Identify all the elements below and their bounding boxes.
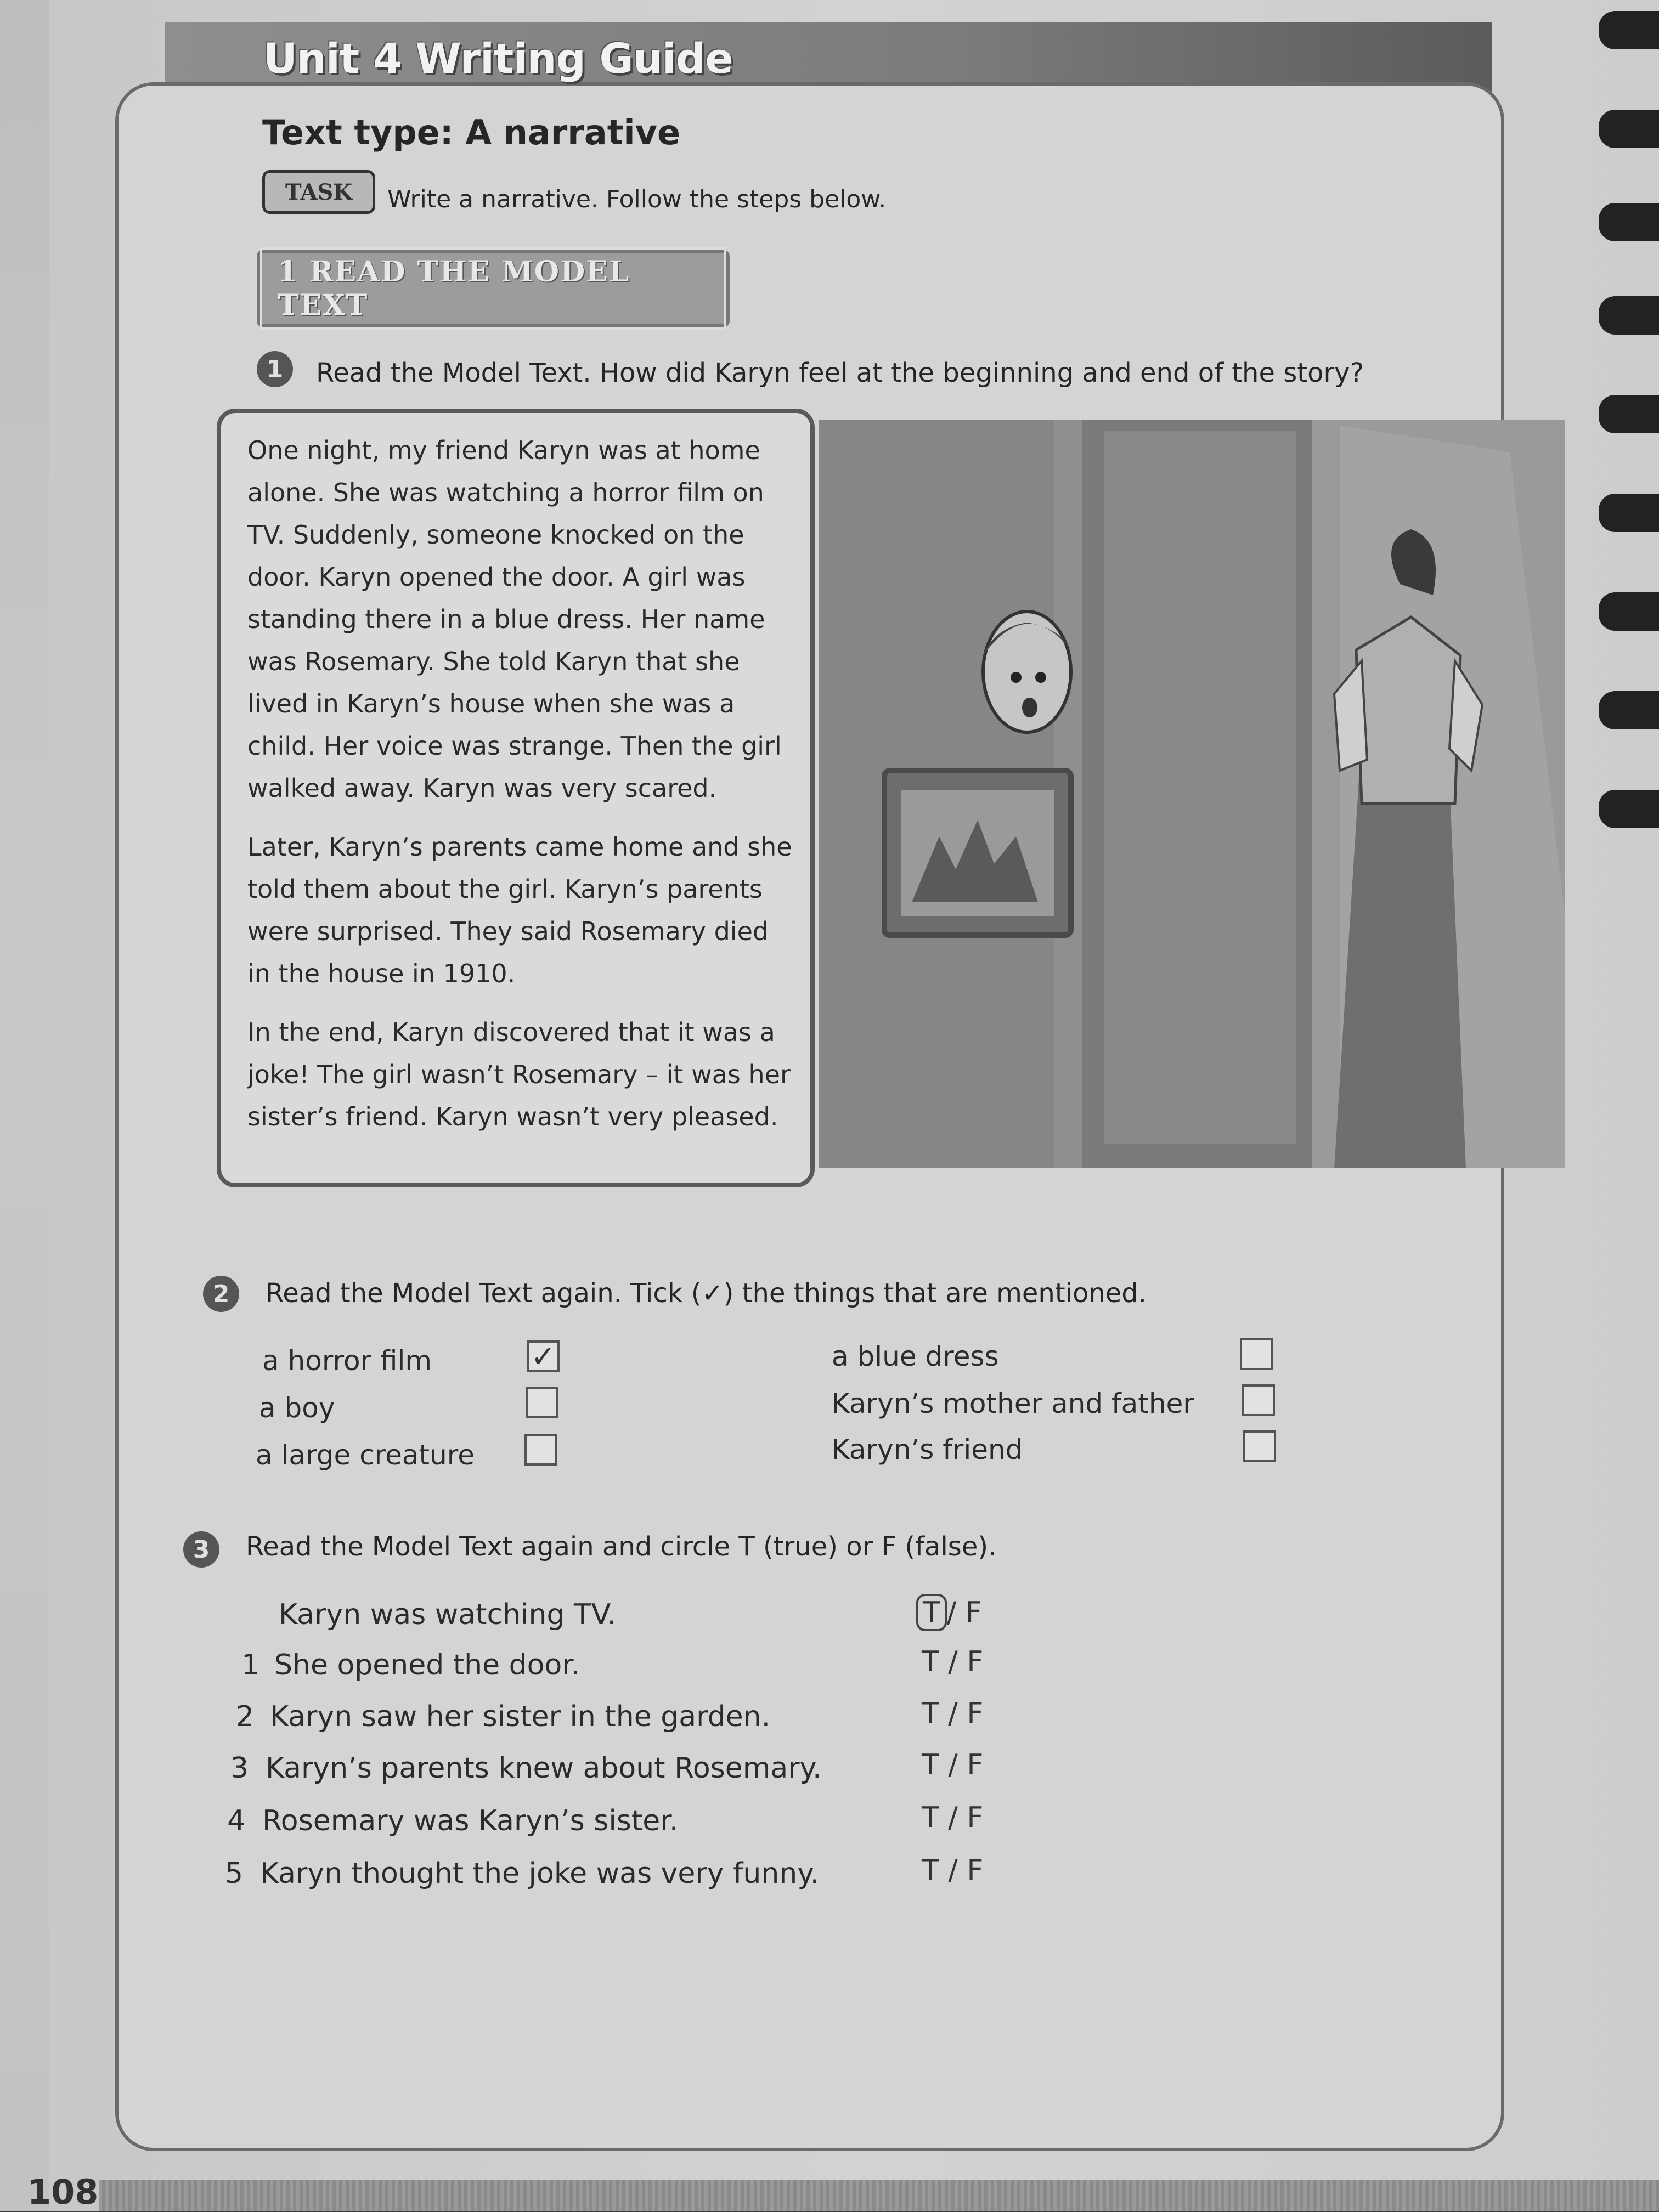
tick-item-label: Karyn’s mother and father — [832, 1388, 1194, 1419]
footer-bar — [99, 2180, 1659, 2211]
section-label-text: 1 READ THE MODEL TEXT — [260, 247, 726, 330]
story-paragraph: One night, my friend Karyn was at home alone. She was watching a horror film on TV. Suddenly, someone knocked on the door. Karyn opened the door. A girl was standing there in a blue dress. Her name was Rosemary. She told Karyn that she lived in Karyn’s house when she was a child. Her voice was strange. Then the girl walked away. Karyn was very scared. — [247, 435, 782, 803]
exercise-2-instruction: Read the Model Text again. Tick (✓) the things that are mentioned. — [266, 1278, 1147, 1309]
text-type-heading: Text type: A narrative — [262, 112, 681, 152]
exercise-3-instruction: Read the Model Text again and circle T (true) or F (false). — [246, 1531, 997, 1562]
tf-answer-choice[interactable]: T / F — [922, 1697, 984, 1730]
unit-title: Unit 4 Writing Guide — [263, 34, 733, 83]
tick-checkbox[interactable] — [1242, 1384, 1275, 1416]
tf-item-text: Karyn saw her sister in the garden. — [270, 1700, 771, 1733]
tf-item-text: Rosemary was Karyn’s sister. — [262, 1804, 679, 1837]
tf-item-text: She opened the door. — [274, 1649, 580, 1682]
tick-checkbox[interactable] — [1240, 1338, 1273, 1370]
tick-item-label: Karyn’s friend — [832, 1434, 1023, 1466]
tf-example-answer — [916, 1594, 982, 1631]
tick-checkbox[interactable]: ✓ — [527, 1340, 560, 1372]
task-badge: TASK — [262, 170, 375, 214]
spiral-binding — [1588, 0, 1659, 987]
tf-item-number: 4 — [227, 1804, 246, 1837]
story-paragraph: In the end, Karyn discovered that it was a joke! The girl wasn’t Rosemary – it was her sister’s friend. Karyn wasn’t very pleased. — [247, 1017, 791, 1132]
tf-answer-choice[interactable]: T / F — [922, 1801, 984, 1834]
tf-example-text: Karyn was watching TV. — [279, 1598, 617, 1631]
tf-answer-choice[interactable]: T / F — [922, 1854, 984, 1887]
tf-item-text: Karyn thought the joke was very funny. — [260, 1857, 820, 1890]
tf-answer-choice[interactable]: T / F — [922, 1645, 984, 1678]
tf-item-number: 3 — [230, 1752, 249, 1785]
tick-item-label: a boy — [259, 1392, 335, 1424]
story-illustration — [819, 420, 1565, 1168]
tf-answer-choice[interactable]: T / F — [922, 1749, 984, 1781]
tick-checkbox[interactable] — [526, 1387, 558, 1418]
tick-item-label: a horror film — [262, 1345, 432, 1377]
page-number: 108 — [27, 2172, 99, 2212]
tf-item-number: 2 — [236, 1700, 255, 1733]
story-paragraph: Later, Karyn’s parents came home and she told them about the girl. Karyn’s parents were surprised. They said Rosemary died in the house in 1910. — [247, 832, 792, 988]
exercise-2-number: 2 — [203, 1276, 239, 1312]
tf-item-number: 1 — [241, 1649, 260, 1682]
tick-checkbox[interactable] — [524, 1434, 557, 1466]
tick-item-label: a large creature — [256, 1439, 475, 1471]
exercise-1-number: 1 — [257, 351, 293, 387]
tick-item-label: a blue dress — [832, 1340, 999, 1372]
task-instruction: Write a narrative. Follow the steps below. — [387, 185, 887, 213]
tf-circled-true: T — [916, 1594, 947, 1631]
tf-example-false: / F — [946, 1596, 982, 1629]
section-label — [257, 250, 730, 327]
tick-checkbox[interactable] — [1243, 1430, 1276, 1462]
tf-item-text: Karyn’s parents knew about Rosemary. — [266, 1752, 822, 1785]
exercise-3-number: 3 — [183, 1531, 219, 1568]
tf-item-number: 5 — [225, 1857, 244, 1890]
exercise-1-instruction: Read the Model Text. How did Karyn feel at the beginning and end of the story? — [316, 358, 1364, 388]
model-text-box — [217, 409, 815, 1187]
